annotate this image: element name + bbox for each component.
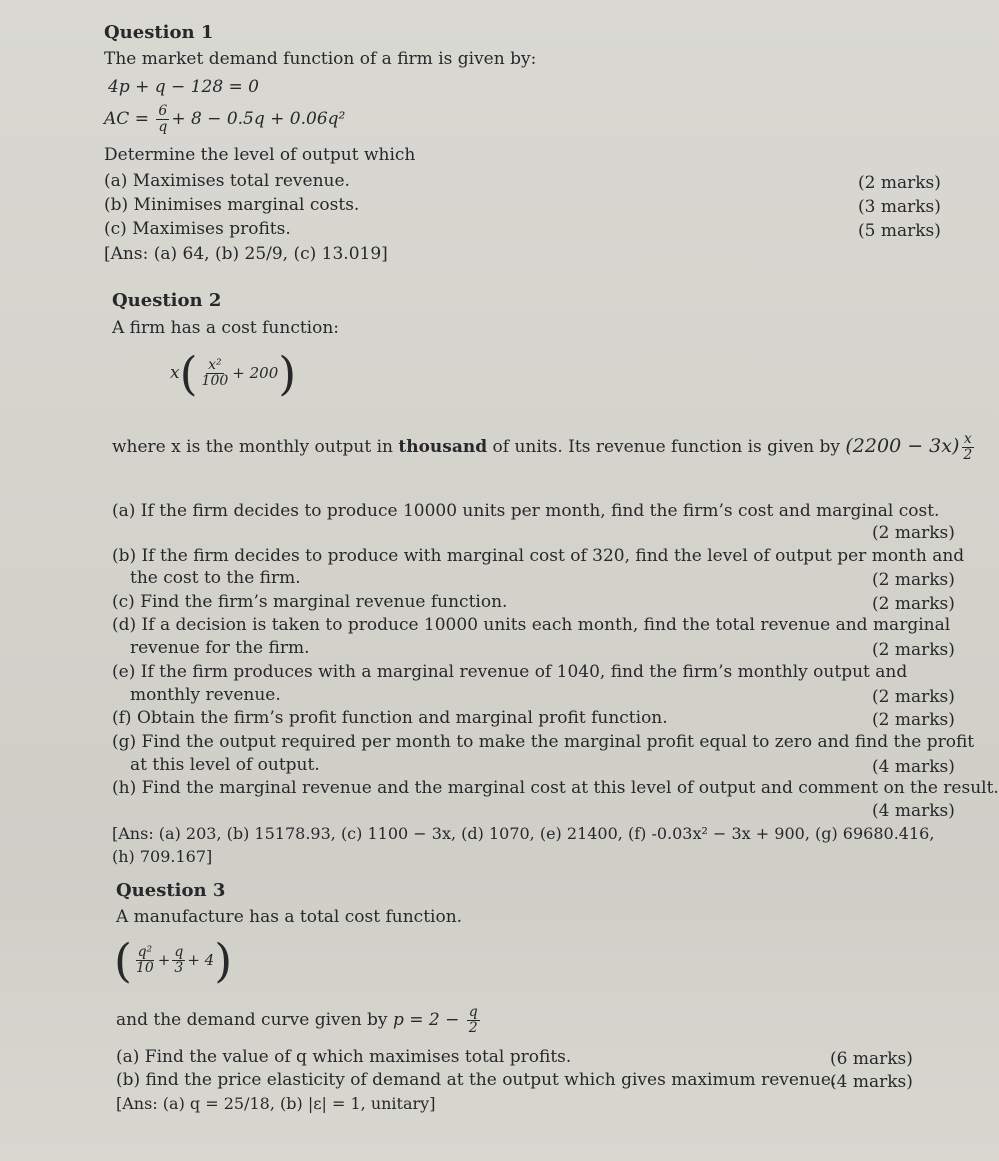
question-1-title: Question 1 (104, 22, 214, 43)
q1-part-b: (b) Minimises marginal costs. (104, 195, 360, 215)
q3-demand-fraction (467, 1005, 480, 1036)
q3-demand-den: 2 (468, 1020, 478, 1036)
q2-part-e: (e) If the firm produces with a marginal revenue of 1040, find the firm’s monthly output and (112, 662, 908, 682)
q2-part-c: (c) Find the firm’s marginal revenue function. (112, 592, 508, 612)
q2-cost-open-paren: ( (179, 346, 198, 401)
q3-cost-num2: q (174, 944, 184, 960)
q1-answer: [Ans: (a) 64, (b) 25/9, (c) 13.019] (104, 244, 388, 264)
q2-answer-line2: (h) 709.167] (112, 847, 213, 866)
q2-part-e-marks: (2 marks) (872, 687, 955, 707)
q1-ac-fraction (156, 104, 169, 135)
q2-cost-den: 100 (201, 373, 229, 389)
q3-answer: [Ans: (a) q = 25/18, (b) |ε| = 1, unitary] (116, 1094, 436, 1113)
q2-rev-num: x (963, 431, 972, 447)
q2-answer-line1: [Ans: (a) 203, (b) 15178.93, (c) 1100 − 3x, (d) 1070, (e) 21400, (f) -0.03x² − 3x + 900, (g) 69680.416, (112, 824, 935, 843)
q3-cost-rest: + 4 (187, 951, 215, 969)
q2-part-e-line2: monthly revenue. (130, 685, 281, 705)
q2-part-d-line2: revenue for the firm. (130, 638, 310, 658)
q2-part-h: (h) Find the marginal revenue and the marginal cost at this level of output and comment on the result. (112, 778, 999, 798)
q2-cost-fraction (200, 358, 231, 389)
q3-cost-fraction-2 (172, 945, 185, 976)
q3-cost-den2: 3 (174, 960, 184, 976)
q3-cost-open-paren: ( (114, 933, 132, 988)
q1-determine: Determine the level of output which (104, 145, 416, 165)
q2-part-f-marks: (2 marks) (872, 710, 955, 730)
q2-where-a: where x is the monthly output in (112, 437, 399, 457)
q2-cost-x: x (170, 363, 180, 383)
q2-part-g-marks: (4 marks) (872, 757, 955, 777)
q2-part-f: (f) Obtain the firm’s profit function and marginal profit function. (112, 708, 668, 728)
q2-where-b: of units. Its revenue function is given by (487, 437, 846, 457)
q2-where-bold: thousand (398, 437, 488, 457)
q3-part-a-marks: (6 marks) (830, 1049, 913, 1069)
q3-part-b-marks: (4 marks) (830, 1072, 913, 1092)
question-3-title: Question 3 (116, 880, 226, 901)
q3-demand-line (116, 1000, 482, 1040)
q2-part-g: (g) Find the output required per month to make the marginal profit equal to zero and find the profit (112, 732, 975, 752)
q1-ac-den: q (158, 119, 168, 135)
q2-part-c-marks: (2 marks) (872, 594, 955, 614)
q2-part-b-line2: the cost to the firm. (130, 568, 301, 588)
q2-part-b-marks: (2 marks) (872, 570, 955, 590)
q1-equation-demand: 4p + q − 128 = 0 (108, 77, 259, 97)
q3-cost-fraction-1 (134, 945, 156, 976)
q2-cost-function (170, 343, 296, 403)
q2-part-d: (d) If a decision is taken to produce 10000 units each month, find the total revenue and marginal (112, 615, 951, 635)
q3-plus-sign: + (157, 951, 171, 969)
q3-part-a: (a) Find the value of q which maximises total profits. (116, 1047, 572, 1067)
q3-cost-num1: q² (137, 944, 153, 960)
q2-part-g-line2: at this level of output. (130, 755, 320, 775)
q2-rev-expr: (2200 − 3x) (845, 435, 960, 457)
q2-part-h-marks: (4 marks) (872, 801, 955, 821)
question-2-title: Question 2 (112, 290, 222, 311)
q1-part-b-marks: (3 marks) (858, 197, 941, 217)
q1-ac-rest: + 8 − 0.5q + 0.06q² (171, 109, 346, 129)
q2-cost-num: x² (208, 357, 222, 373)
q3-demand-num: q (468, 1004, 478, 1020)
q2-intro: A firm has a cost function: (112, 318, 340, 338)
q3-demand-eq: p = 2 − (392, 1010, 465, 1030)
q3-part-b: (b) find the price elasticity of demand at the output which gives maximum revenue. (116, 1070, 837, 1090)
q2-where-line (112, 424, 976, 468)
q2-part-b: (b) If the firm decides to produce with marginal cost of 320, find the level of output per month and (112, 546, 965, 566)
q2-rev-fraction (961, 432, 974, 463)
q2-rev-den: 2 (963, 447, 973, 463)
q2-cost-rest: + 200 (232, 364, 279, 382)
q1-part-c: (c) Maximises profits. (104, 219, 291, 239)
q1-ac-lhs: AC = (104, 109, 155, 129)
q2-cost-close-paren: ) (278, 346, 297, 401)
q3-demand-text: and the demand curve given by (116, 1010, 393, 1030)
q3-cost-function (114, 930, 232, 990)
q1-intro: The market demand function of a firm is given by: (104, 49, 537, 69)
q3-cost-close-paren: ) (214, 933, 233, 988)
q2-part-a: (a) If the firm decides to produce 10000 units per month, find the firm’s cost and marginal cost. (112, 501, 940, 521)
q2-revenue-function (845, 431, 976, 463)
q1-ac-num: 6 (158, 103, 168, 119)
q1-part-c-marks: (5 marks) (858, 221, 941, 241)
q1-equation-ac (104, 104, 345, 135)
q2-part-a-marks: (2 marks) (872, 523, 955, 543)
q1-part-a: (a) Maximises total revenue. (104, 171, 350, 191)
q2-part-d-marks: (2 marks) (872, 640, 955, 660)
q3-cost-den1: 10 (135, 960, 154, 976)
q1-part-a-marks: (2 marks) (858, 173, 941, 193)
q3-intro: A manufacture has a total cost function. (116, 907, 463, 927)
